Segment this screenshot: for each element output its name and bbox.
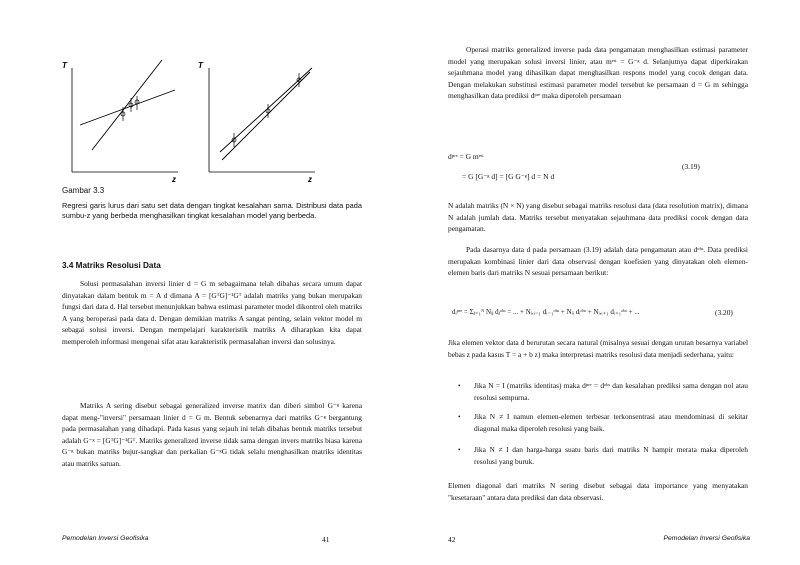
plot1-y-label: T bbox=[62, 61, 67, 70]
left-page-number: 41 bbox=[322, 535, 330, 544]
right-paragraph-1: Operasi matriks generalized inverse pada data pengamatan menghasilkan estimasi parameter model yang merupakan solusi inversi linier, atau mᵉˢᵗ = G⁻ᵍ d. Selanjutnya dapat diperkirakan sejauhmana model yang dihasilkan dapat menghasilkan respons model yang cocok dengan data. Dengan melakukan substitusi estimasi parameter model tersebut ke persamaan d = G m sehingga menghasilkan data prediksi dᵖʳᵉ maka diperoleh persamaan bbox=[448, 45, 748, 101]
equation-3-19-line-1: dᵖʳᵉ = G mᵉˢᵗ bbox=[448, 152, 484, 161]
right-page-number: 42 bbox=[448, 535, 456, 544]
figure-3-3 bbox=[0, 0, 400, 185]
right-paragraph-3: Pada dasarnya data d pada persamaan (3.19) adalah data pengamatan atau dᵒᵇˢ. Data prediksi merupakan kombinasi linier dari data observasi dengan koefisien yang dinyatakan oleh elemen-elemen baris dari matriks N sesuai persamaan berikut: bbox=[448, 245, 748, 278]
right-paragraph-5: Elemen diagonal dari matriks N sering disebut sebagai data importance yang menyatakan "kesetaraan" antara data prediksi dan data observasi. bbox=[448, 481, 748, 502]
bullet-symbol: • bbox=[458, 412, 461, 421]
plot1-regression-line-shallow bbox=[80, 90, 175, 125]
plot2-data-point bbox=[232, 73, 301, 147]
section-heading: 3.4 Matriks Resolusi Data bbox=[62, 261, 161, 270]
right-footer: Pemodelan Inversi Geofisika bbox=[663, 535, 750, 542]
right-page bbox=[400, 0, 800, 565]
left-footer: Pemodelan Inversi Geofisika bbox=[62, 535, 149, 542]
plot2-x-label: z bbox=[308, 175, 312, 184]
left-paragraph-2: Matriks A sering disebut sebagai generalized inverse matrix dan diberi simbol G⁻ᵍ karena dapat meng-"inversi" persamaan linier d = G m. Bentuk sebenarnya dari matriks G⁻ᵍ bergantung pada permasalahan yang dihadapi. Pada kasus yang sejauh ini telah dibahas bentuk matriks tersebut adalah G⁻ᵍ = [GᵀG]⁻¹Gᵀ. Matriks generalized inverse tidak sama dengan invers matriks biasa karena G⁻ᵍ bukan matriks bujur-sangkar dan perkalian G⁻ᵍG tidak selalu menghasilkan matriks identitas atau matriks satuan. bbox=[62, 401, 362, 468]
bullet-symbol: • bbox=[458, 445, 461, 454]
right-paragraph-4: Jika elemen vektor data d berurutan secara natural (misalnya sesuai dengan urutan besarnya variabel bebas z pada kasus T = a + b z) maka interpretasi matriks resolusi data menjadi sederhana, yaitu: bbox=[448, 338, 748, 359]
left-paragraph-1: Solusi permasalahan inversi linier d = G m sebagaimana telah dibahas secara umum dapat dinyatakan dalam bentuk m = A d dimana A = [GᵀG]⁻¹Gᵀ adalah matriks yang bukan merupakan fungsi dari data d. Hal tersebut menunjukkan bahwa estimasi parameter model dikontrol oleh matriks A yang beroperasi pada data d. Dengan demikian matriks A sangat penting, selain vektor model m sebagai solusi inversi. Dengan mempelajari karakteristik matriks A diharapkan kita dapat memperoleh informasi mengenai sifat atau karakteristik permasalahan inversi dan solusinya. bbox=[62, 279, 362, 346]
plot2-y-label: T bbox=[198, 61, 203, 70]
equation-3-20-number: (3.20) bbox=[715, 308, 733, 317]
bullet-symbol: • bbox=[458, 381, 461, 390]
figure-caption-text: Regresi garis lurus dari satu set data dengan tingkat kesalahan sama. Distribusi data pada sumbu-z yang berbeda menghasilkan tingkat kesalahan model yang berbeda. bbox=[62, 201, 362, 220]
bullet-text: Jika N ≠ I dan harga-harga suatu baris dari matriks N hampir merata maka diperoleh resolusi yang buruk. bbox=[474, 445, 748, 466]
plot2-regression-line-b bbox=[222, 72, 310, 160]
equation-3-19-line-2: = G [G⁻ᵍ d] = [G G⁻ᵍ] d = N d bbox=[462, 172, 555, 181]
right-paragraph-2: N adalah matriks (N × N) yang disebut sebagai matriks resolusi data (data resolution matrix), dimana N adalah jumlah data. Matriks tersebut menyatakan sejauhmana data prediksi cocok dengan data pengamatan. bbox=[448, 201, 748, 234]
equation-3-20: dᵢᵖʳᵉ = Σⱼ₌₁ᴺ Nᵢⱼ dⱼᵒᵇˢ = ... + Nᵢ,ᵢ₋₁ dᵢ₋₁ᵒᵇˢ + Nᵢᵢ dᵢᵒᵇˢ + Nᵢ,ᵢ₊₁ dᵢ₊₁ᵒᵇˢ + ... bbox=[452, 308, 640, 316]
equation-3-19-number: (3.19) bbox=[682, 162, 700, 171]
figure-caption-title: Gambar 3.3 bbox=[62, 186, 105, 195]
bullet-text: Jika N ≠ I namun elemen-elemen terbesar terkonsentrasi atau mendominasi di sekitar diagonal maka diperoleh resolusi yang baik. bbox=[474, 412, 748, 433]
bullet-text: Jika N = I (matriks identitas) maka dᵖʳᵉ = dᵒᵇˢ dan kesalahan prediksi sama dengan nol atau resolusi sempurna. bbox=[474, 381, 748, 402]
plot1-x-label: z bbox=[172, 175, 176, 184]
plot1-regression-line-steep bbox=[92, 60, 162, 150]
